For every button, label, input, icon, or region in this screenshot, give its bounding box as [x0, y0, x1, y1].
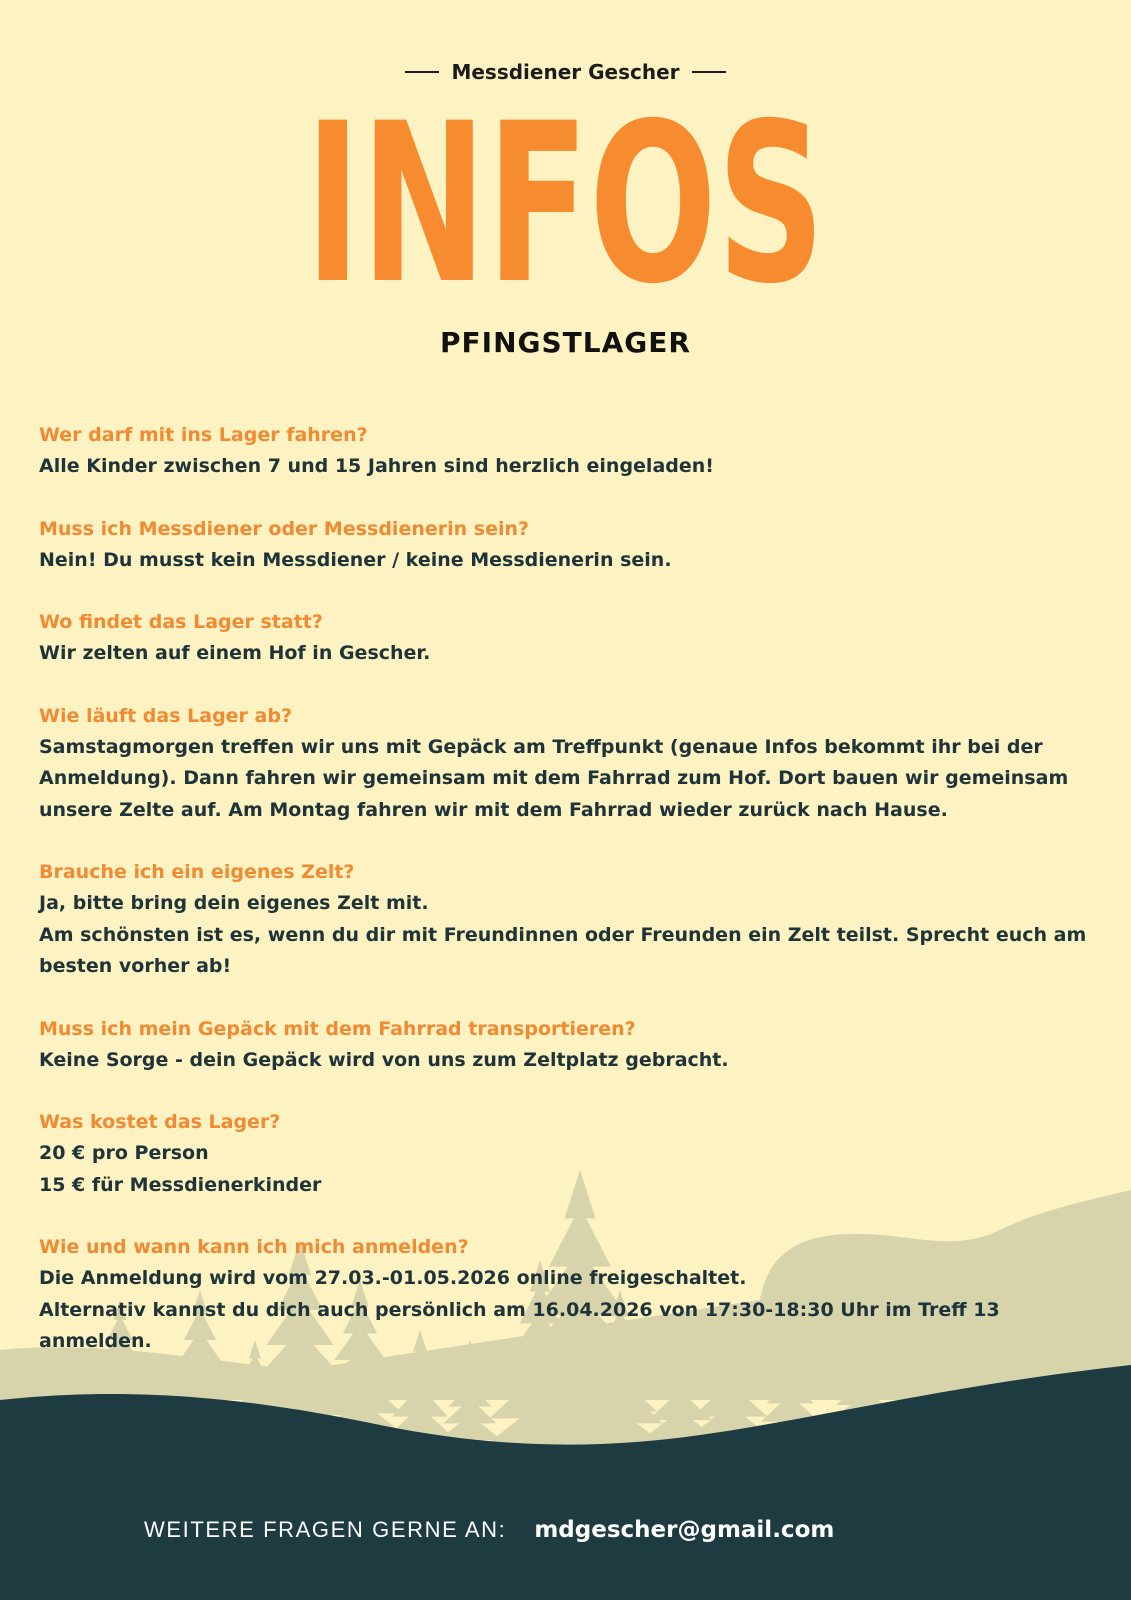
- faq-answer: Keine Sorge - dein Gepäck wird von uns zum Zeltplatz gebracht.: [39, 1048, 729, 1071]
- faq-answer: 15 € für Messdienerkinder: [39, 1173, 322, 1196]
- footer: [144, 1517, 1044, 1543]
- faq-item: [39, 857, 1114, 983]
- faq-answer: Wir zelten auf einem Hof in Gescher.: [39, 642, 431, 664]
- faq-item: [39, 514, 1114, 577]
- faq-question: Wer darf mit ins Lager fahren?: [39, 424, 368, 446]
- main-title: [300, 98, 830, 298]
- title-text: INFOS: [305, 98, 825, 298]
- faq-answer: Alternativ kannst du dich auch persönlich am 16.04.2026 von 17:30-18:30 Uhr im Treff 13 anmelden.: [39, 1298, 1000, 1352]
- faq-answer: Alle Kinder zwischen 7 und 15 Jahren sind herzlich eingeladen!: [39, 455, 714, 477]
- faq-question: Wo findet das Lager statt?: [39, 611, 323, 633]
- organization-header: [0, 60, 1131, 84]
- faq-question: Wie und wann kann ich mich anmelden?: [39, 1236, 469, 1258]
- faq-answer: Die Anmeldung wird vom 27.03.-01.05.2026 online freigeschaltet.: [39, 1267, 747, 1289]
- faq-question: Muss ich mein Gepäck mit dem Fahrrad transportieren?: [39, 1017, 636, 1040]
- contact-email[interactable]: mdgescher@gmail.com: [534, 1517, 835, 1543]
- left-dash: [405, 71, 439, 73]
- faq-answer: Samstagmorgen treffen wir uns mit Gepäck am Treffpunkt (genaue Infos bekommt ihr bei der Anmeldung). Dann fahren wir gemeinsam mit dem Fahrrad zum Hof. Dort bauen wir gemeinsam unsere Zelte auf. Am Montag fahren wir mit dem Fahrrad wieder zurück nach Hause.: [39, 735, 1069, 821]
- footer-label: WEITERE FRAGEN GERNE AN:: [144, 1517, 507, 1542]
- faq-list: [39, 420, 1114, 1389]
- right-dash: [692, 71, 726, 73]
- faq-item: [39, 607, 1114, 670]
- faq-question: Muss ich Messdiener oder Messdienerin sein?: [39, 517, 530, 540]
- faq-item: [39, 420, 1114, 483]
- faq-answer: Nein! Du musst kein Messdiener / keine Messdienerin sein.: [39, 548, 672, 571]
- faq-question: Wie läuft das Lager ab?: [39, 704, 292, 727]
- faq-answer: 20 € pro Person: [39, 1142, 209, 1164]
- faq-item: [39, 701, 1114, 827]
- faq-answer: Am schönsten ist es, wenn du dir mit Freundinnen oder Freunden ein Zelt teilst. Sprecht euch am besten vorher ab!: [39, 923, 1087, 977]
- faq-question: Was kostet das Lager?: [39, 1111, 281, 1133]
- faq-item: [39, 1107, 1114, 1201]
- organization-name: Messdiener Gescher: [451, 60, 680, 84]
- faq-question: Brauche ich ein eigenes Zelt?: [39, 861, 355, 883]
- subtitle: PFINGSTLAGER: [440, 326, 691, 359]
- faq-answer: Ja, bitte bring dein eigenes Zelt mit.: [39, 892, 429, 914]
- faq-item: [39, 1232, 1114, 1358]
- faq-item: [39, 1014, 1114, 1077]
